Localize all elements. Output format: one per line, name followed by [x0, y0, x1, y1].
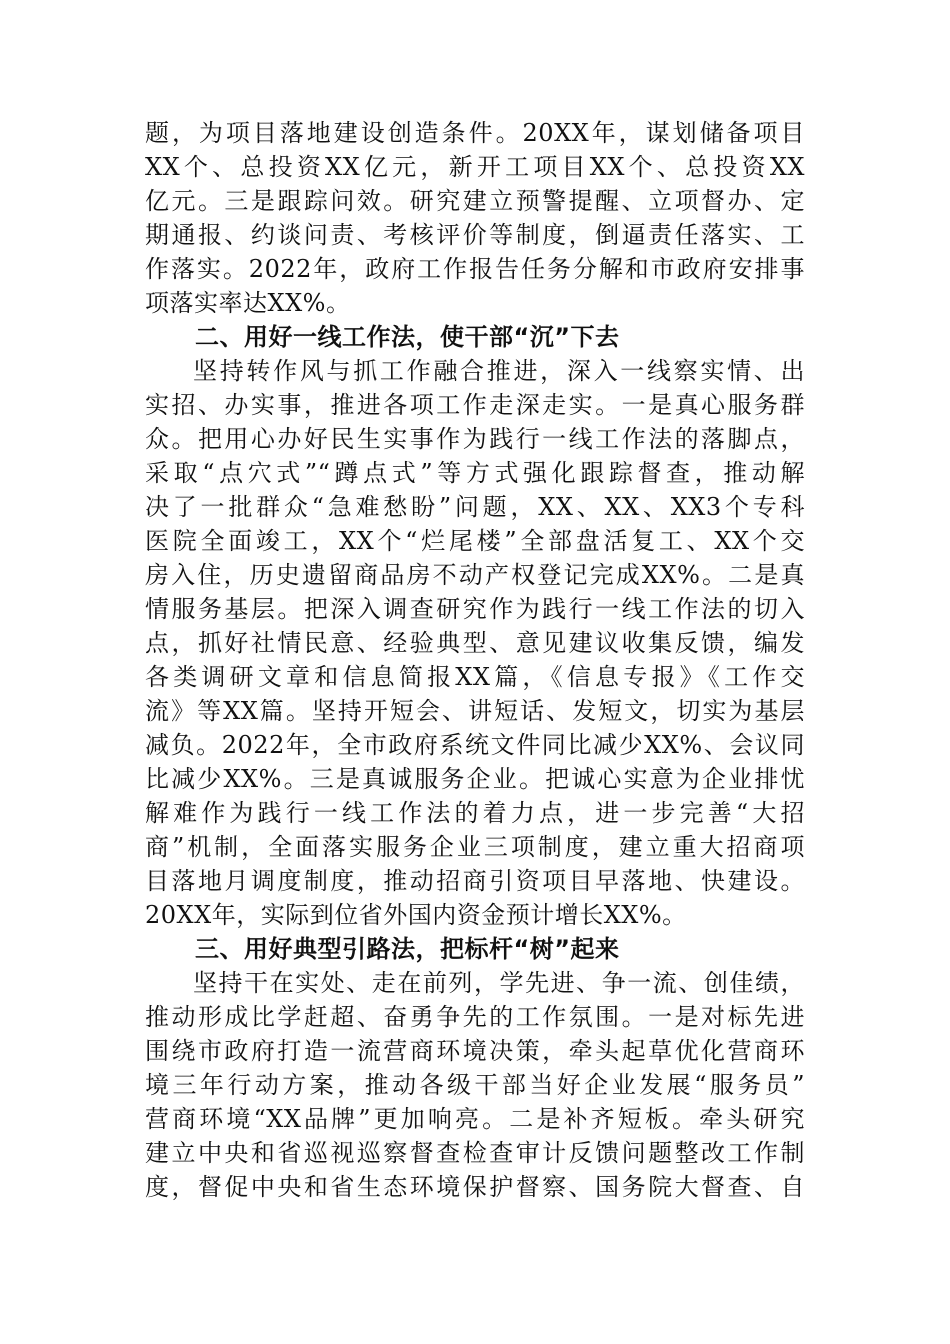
paragraph-line: 情服务基层。把深入调查研究作为践行一线工作法的切入 — [145, 595, 805, 623]
paragraph-line: 商”机制，全面落实服务企业三项制度，建立重大招商项 — [145, 833, 805, 861]
paragraph-line: 围绕市政府打造一流营商环境决策，牵头起草优化营商环 — [145, 1037, 805, 1065]
paragraph-line: 推动形成比学赶超、奋勇争先的工作氛围。一是对标先进 — [145, 1003, 805, 1031]
paragraph-line: 项落实率达XX%。 — [145, 289, 351, 317]
paragraph-line: 度，督促中央和省生态环境保护督察、国务院大督查、自 — [145, 1173, 805, 1201]
paragraph-line: 目落地月调度制度，推动招商引资项目早落地、快建设。 — [145, 867, 805, 895]
paragraph-line: XX个、总投资XX亿元，新开工项目XX个、总投资XX — [145, 153, 805, 181]
paragraph-line: 各类调研文章和信息简报XX篇，《信息专报》《工作交 — [145, 663, 805, 691]
paragraph-line: 医院全面竣工，XX个“烂尾楼”全部盘活复工、XX个交 — [145, 527, 805, 555]
section-heading-3: 三、用好典型引路法，把标杆“树”起来 — [195, 935, 620, 963]
paragraph-line: 境三年行动方案，推动各级干部当好企业发展“服务员” — [145, 1071, 805, 1099]
paragraph-line: 建立中央和省巡视巡察督查检查审计反馈问题整改工作制 — [145, 1139, 805, 1167]
paragraph-line: 采取“点穴式”“蹲点式”等方式强化跟踪督查，推动解 — [145, 459, 805, 487]
paragraph-line: 流》等XX篇。坚持开短会、讲短话、发短文，切实为基层 — [145, 697, 805, 725]
paragraph-line: 房入住，历史遗留商品房不动产权登记完成XX%。二是真 — [145, 561, 805, 589]
paragraph-line: 实招、办实事，推进各项工作走深走实。一是真心服务群 — [145, 391, 805, 419]
paragraph-line: 点，抓好社情民意、经验典型、意见建议收集反馈，编发 — [145, 629, 805, 657]
paragraph-line: 亿元。三是跟踪问效。研究建立预警提醒、立项督办、定 — [145, 187, 805, 215]
paragraph-line: 期通报、约谈问责、考核评价等制度，倒逼责任落实、工 — [145, 221, 805, 249]
paragraph-line: 20XX年，实际到位省外国内资金预计增长XX%。 — [145, 901, 687, 929]
paragraph-line: 营商环境“XX品牌”更加响亮。二是补齐短板。牵头研究 — [145, 1105, 805, 1133]
paragraph-line: 作落实。2022年，政府工作报告任务分解和市政府安排事 — [145, 255, 805, 283]
paragraph-line: 众。把用心办好民生实事作为践行一线工作法的落脚点， — [145, 425, 805, 453]
paragraph-line: 题，为项目落地建设创造条件。20XX年，谋划储备项目 — [145, 119, 805, 147]
paragraph-line: 坚持转作风与抓工作融合推进，深入一线察实情、出 — [193, 357, 805, 385]
paragraph-line: 坚持干在实处、走在前列，学先进、争一流、创佳绩， — [193, 969, 805, 997]
paragraph-line: 决了一批群众“急难愁盼”问题，XX、XX、XX3个专科 — [145, 493, 805, 521]
paragraph-line: 减负。2022年，全市政府系统文件同比减少XX%、会议同 — [145, 731, 805, 759]
document-body — [145, 116, 805, 1204]
paragraph-line: 比减少XX%。三是真诚服务企业。把诚心实意为企业排忧 — [145, 765, 805, 793]
paragraph-line: 解难作为践行一线工作法的着力点，进一步完善“大招 — [145, 799, 805, 827]
section-heading-2: 二、用好一线工作法，使干部“沉”下去 — [195, 323, 620, 351]
